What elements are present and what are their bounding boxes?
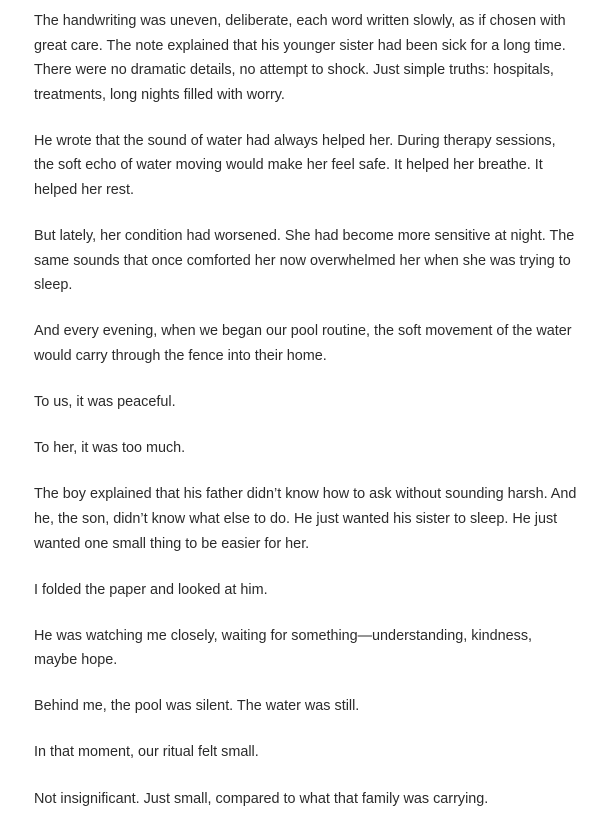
paragraph-watching-me: He was watching me closely, waiting for something—understanding, kindness, maybe hope. — [34, 627, 533, 669]
paragraph-pool-silent: Behind me, the pool was silent. The water was still. — [34, 698, 360, 715]
article-body — [34, 9, 579, 833]
paragraph-handwriting: The handwriting was uneven, deliberate, each word written slowly, as if chosen with great care. The note explained that his younger sister had been sick for a long time. There were no dramatic details, no attempt to shock. Just simple truths: hospitals, treatments, long nights filled with worry. — [34, 13, 566, 103]
paragraph-too-much: To her, it was too much. — [34, 440, 186, 457]
paragraph-pool-routine: And every evening, when we began our pool routine, the soft movement of the water would carry through the fence into their home. — [34, 323, 572, 365]
paragraph-folded-paper: I folded the paper and looked at him. — [34, 581, 268, 598]
paragraph-boy-explained: The boy explained that his father didn’t know how to ask without sounding harsh. And he, the son, didn’t know what else to do. He just wanted his sister to sleep. He just wanted one small thing to be easier for her. — [34, 486, 577, 552]
paragraph-peaceful: To us, it was peaceful. — [34, 394, 176, 411]
paragraph-not-insignificant: Not insignificant. Just small, compared to what that family was carrying. — [34, 790, 489, 807]
paragraph-condition-worsened: But lately, her condition had worsened. She had become more sensitive at night. The same sounds that once comforted her now overwhelmed her when she was trying to sleep. — [34, 228, 575, 294]
paragraph-sound-of-water: He wrote that the sound of water had always helped her. During therapy sessions, the soft echo of water moving would make her feel safe. It helped her breathe. It helped her rest. — [34, 132, 556, 199]
paragraph-ritual-small: In that moment, our ritual felt small. — [34, 744, 259, 761]
